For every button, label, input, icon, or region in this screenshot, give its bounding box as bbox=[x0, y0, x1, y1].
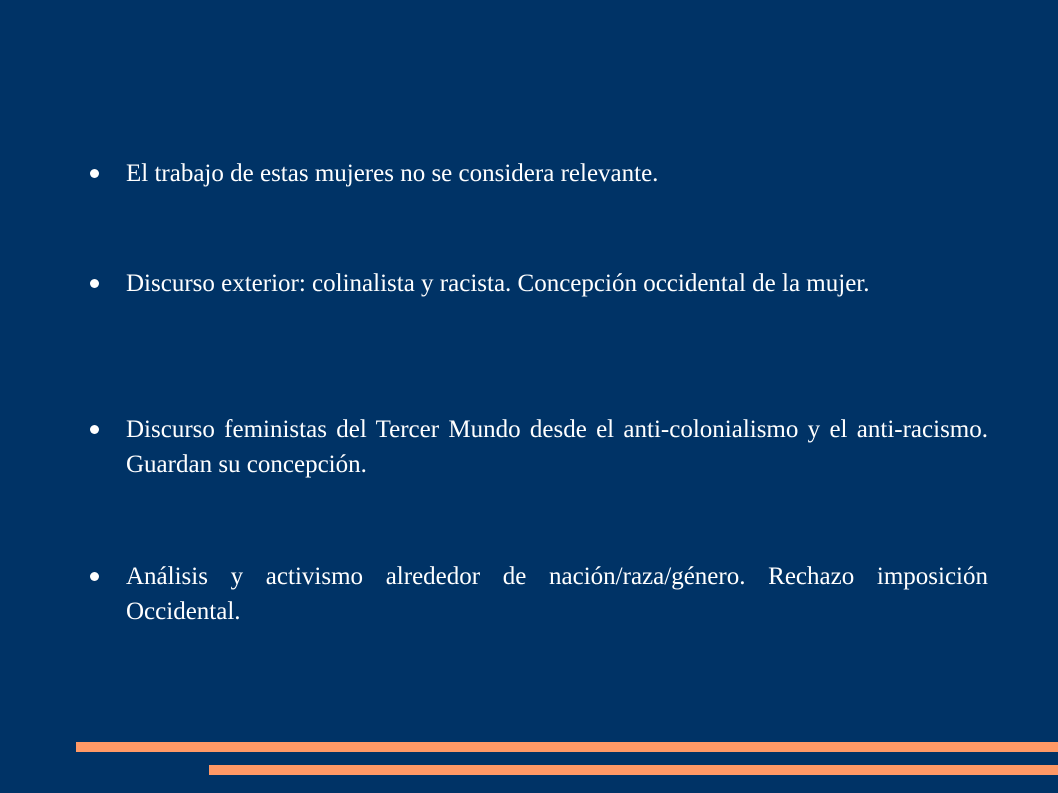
bullet-item-trabajo: El trabajo de estas mujeres no se considera relevante. bbox=[126, 156, 988, 191]
bottom-accent-bar bbox=[209, 765, 1058, 775]
top-accent-bar bbox=[76, 742, 1058, 752]
bullet-item-feministas-tercer-mundo: Discurso feministas del Tercer Mundo desde el anti-colonialismo y el anti-racismo. Guardan su concepción. bbox=[126, 412, 988, 482]
bullet-item-analisis-activismo: Análisis y activismo alrededor de nación/raza/género. Rechazo imposición Occidental. bbox=[126, 559, 988, 629]
bullet-item-discurso-exterior: Discurso exterior: colinalista y racista. Concepción occidental de la mujer. bbox=[126, 266, 988, 301]
